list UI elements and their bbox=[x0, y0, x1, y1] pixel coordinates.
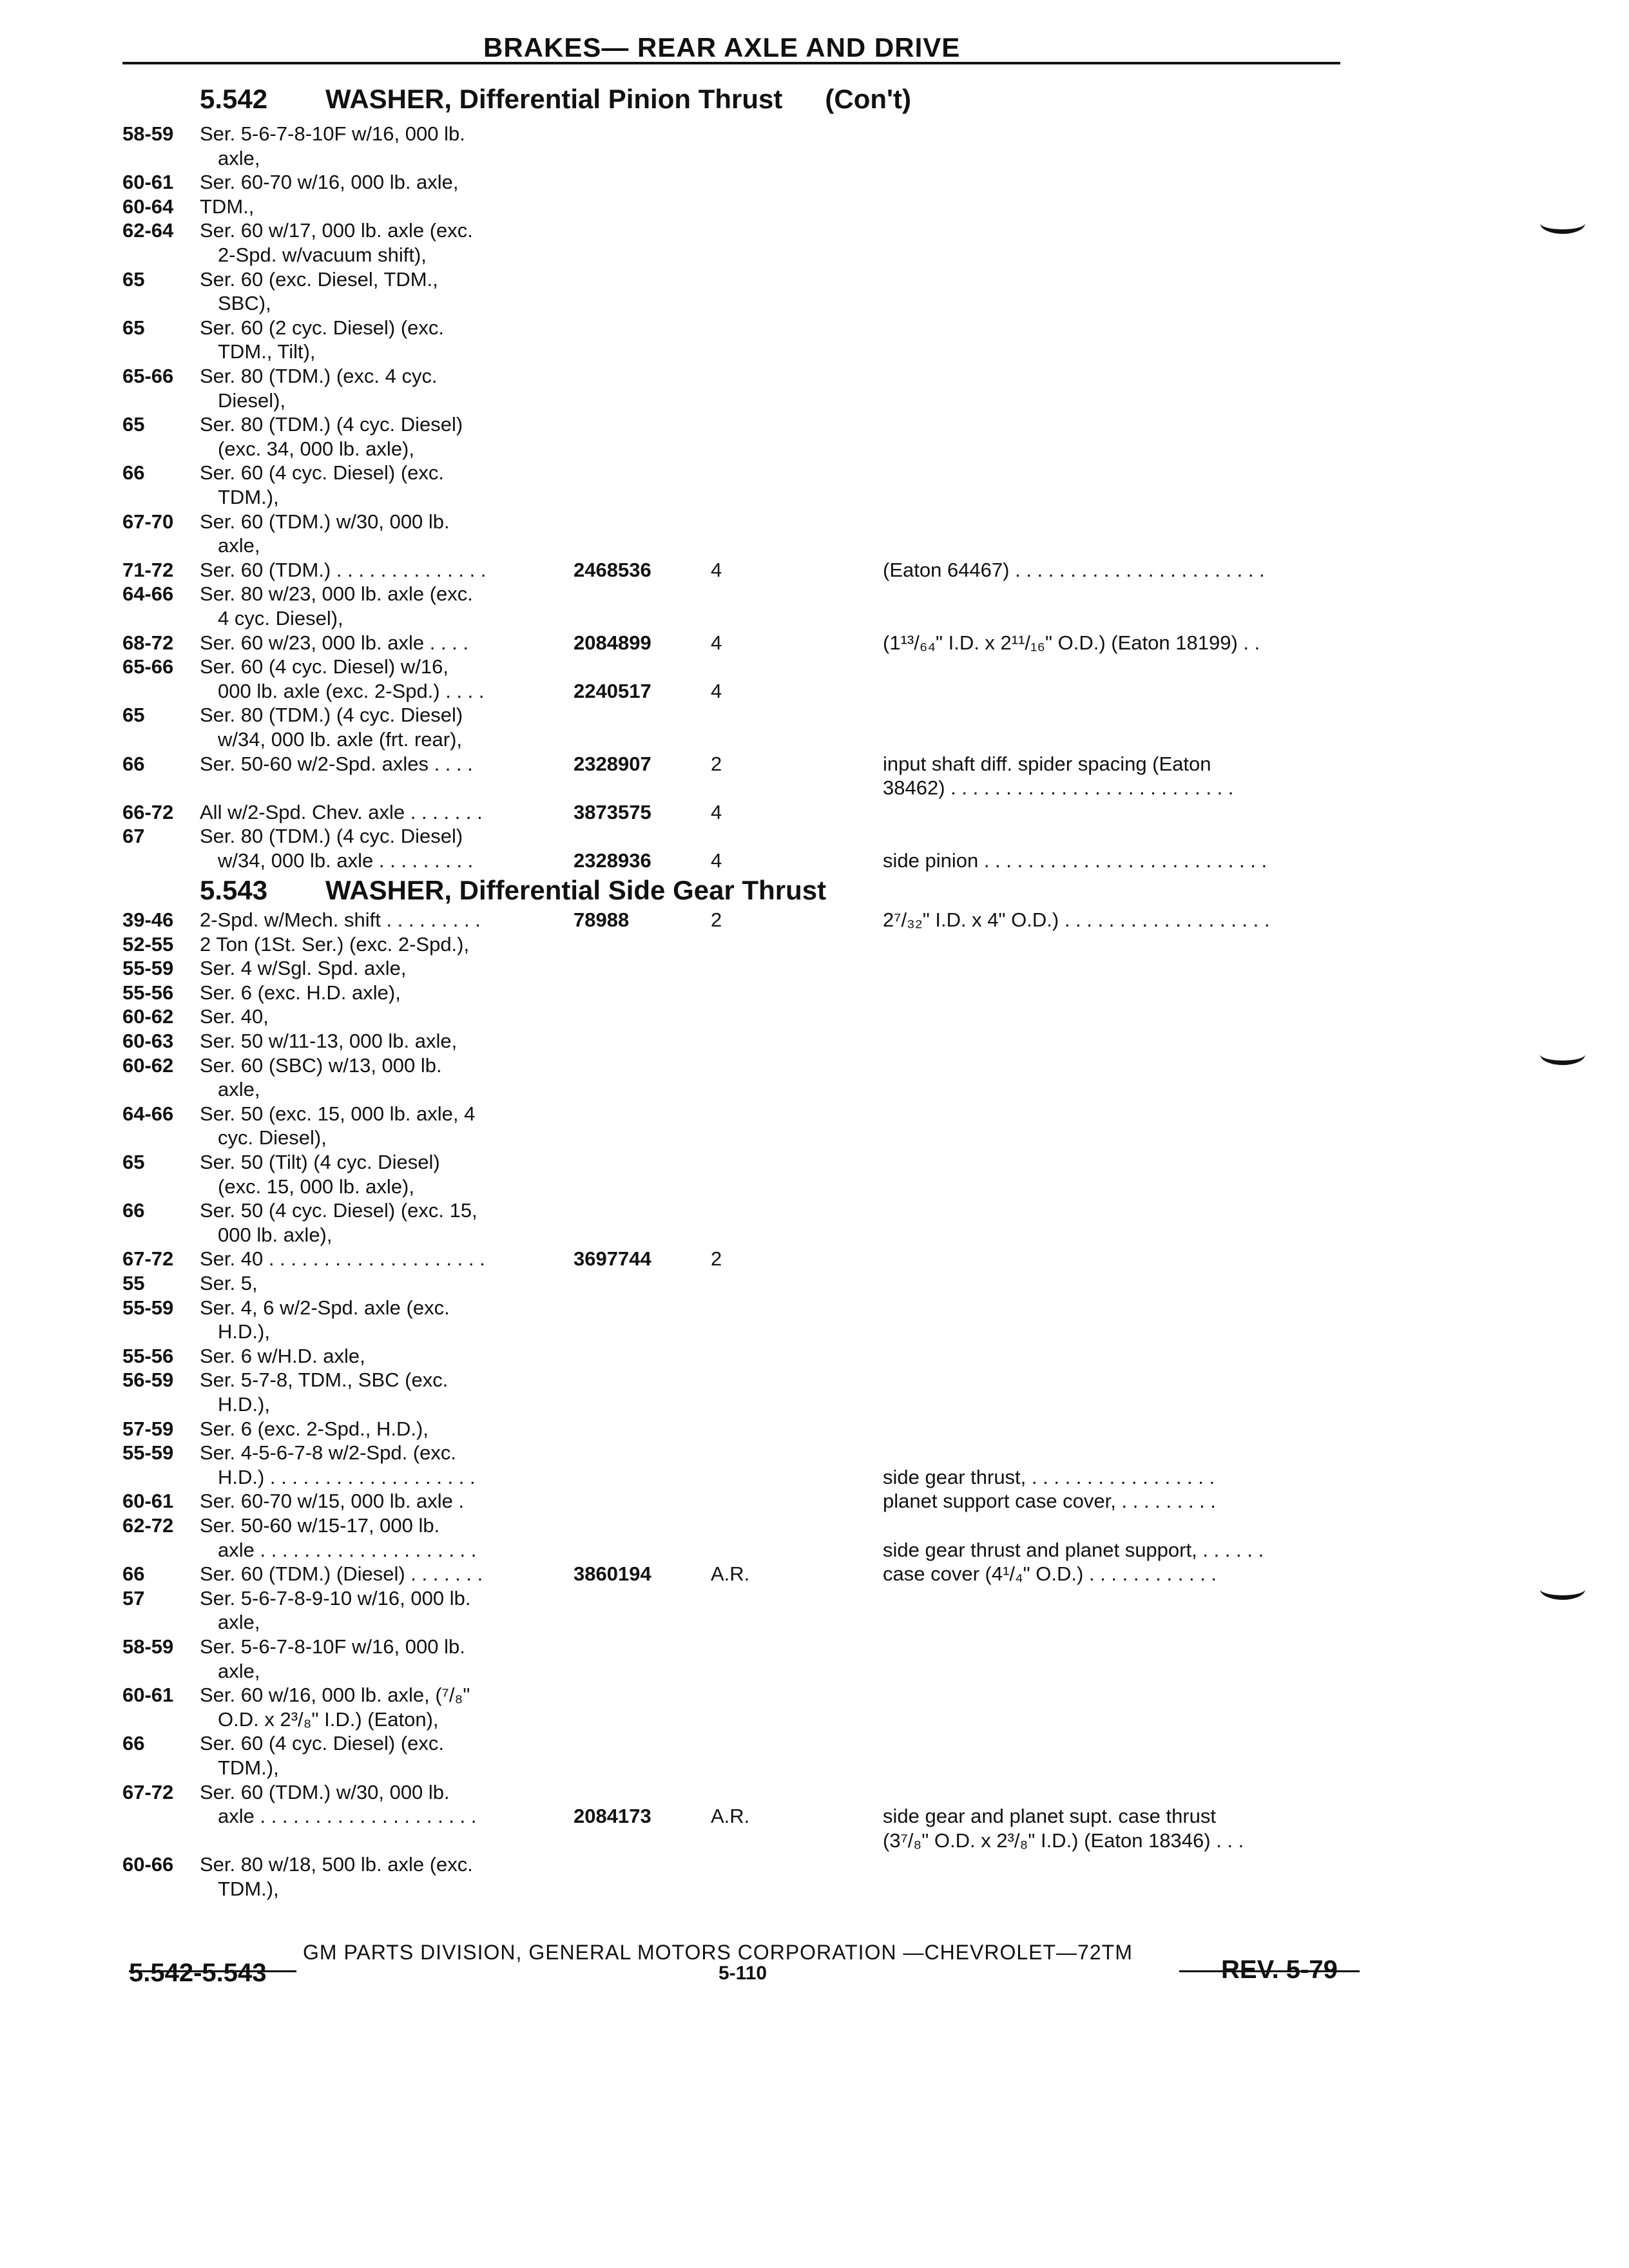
binding-mark bbox=[1540, 1044, 1585, 1065]
year-range: 60-64 bbox=[122, 195, 174, 218]
part-number: 3860194 bbox=[574, 1562, 651, 1586]
part-number: 2084173 bbox=[574, 1805, 651, 1828]
application: 000 lb. axle), bbox=[218, 1223, 333, 1246]
table-row bbox=[122, 1514, 1353, 1540]
table-row bbox=[122, 1175, 1353, 1201]
footer-page-number: 5-110 bbox=[718, 1963, 767, 1984]
table-row bbox=[122, 981, 1353, 1007]
application: Ser. 60 (4 cyc. Diesel) w/16, bbox=[200, 655, 448, 678]
application: w/34, 000 lb. axle . . . . . . . . . bbox=[218, 849, 474, 872]
application: (exc. 15, 000 lb. axle), bbox=[218, 1175, 414, 1198]
year-range: 65-66 bbox=[122, 365, 174, 387]
remarks: 38462) . . . . . . . . . . . . . . . . . . . . . . . . . . bbox=[883, 776, 1234, 800]
application: axle . . . . . . . . . . . . . . . . . . . . bbox=[218, 1805, 477, 1828]
quantity: A.R. bbox=[711, 1805, 750, 1828]
year-range: 66 bbox=[122, 1562, 145, 1586]
header-rule bbox=[122, 62, 1340, 64]
table-row bbox=[122, 1562, 1353, 1588]
application: TDM.), bbox=[218, 1878, 279, 1900]
table-row bbox=[122, 244, 1353, 269]
application: Ser. 50 (Tilt) (4 cyc. Diesel) bbox=[200, 1151, 440, 1173]
part-number: 3697744 bbox=[574, 1247, 651, 1271]
table-row bbox=[122, 957, 1353, 983]
table-row bbox=[122, 365, 1353, 390]
application: 2 Ton (1St. Ser.) (exc. 2-Spd.), bbox=[200, 932, 470, 956]
part-number: 78988 bbox=[574, 908, 630, 931]
year-range: 55-59 bbox=[122, 957, 174, 980]
year-range: 52-55 bbox=[122, 932, 174, 956]
application: Ser. 5-6-7-8-9-10 w/16, 000 lb. bbox=[200, 1586, 471, 1610]
remarks: side pinion . . . . . . . . . . . . . . . . . . . . . . . . . . bbox=[883, 849, 1268, 872]
year-range: 58-59 bbox=[122, 1635, 174, 1658]
application: TDM.), bbox=[218, 486, 279, 508]
year-range: 67-72 bbox=[122, 1780, 174, 1803]
table-row bbox=[122, 437, 1353, 463]
remarks: input shaft diff. spider spacing (Eaton bbox=[883, 752, 1211, 775]
year-range: 62-72 bbox=[122, 1514, 174, 1537]
remarks: 2⁷/₃₂" I.D. x 4" O.D.) . . . . . . . . . . . . . . . . . . . bbox=[883, 908, 1270, 931]
table-row bbox=[122, 1441, 1353, 1467]
table-row bbox=[122, 825, 1353, 850]
application: Ser. 60 (TDM.) . . . . . . . . . . . . . . bbox=[200, 558, 487, 581]
binding-mark bbox=[1540, 213, 1585, 234]
page-title: BRAKES— REAR AXLE AND DRIVE bbox=[483, 32, 961, 62]
table-row bbox=[122, 1126, 1353, 1152]
application: Ser. 40 . . . . . . . . . . . . . . . . . . . . bbox=[200, 1247, 485, 1271]
application: axle, bbox=[218, 1611, 260, 1634]
remarks: side gear thrust, . . . . . . . . . . . . . . . . . bbox=[883, 1465, 1215, 1488]
footer-corporation: GM PARTS DIVISION, GENERAL MOTORS CORPORATION —CHEVROLET—72TM bbox=[303, 1941, 1133, 1964]
year-range: 57-59 bbox=[122, 1417, 174, 1440]
table-row bbox=[122, 1732, 1353, 1758]
table-row bbox=[122, 933, 1353, 959]
table-row bbox=[122, 1151, 1353, 1177]
table-row bbox=[122, 1247, 1353, 1273]
table-row bbox=[122, 1466, 1353, 1492]
application: TDM., Tilt), bbox=[218, 340, 316, 363]
table-row bbox=[122, 1490, 1353, 1515]
quantity: 2 bbox=[711, 908, 722, 931]
year-range: 66 bbox=[122, 1199, 145, 1222]
application: axle . . . . . . . . . . . . . . . . . . . . bbox=[218, 1538, 477, 1561]
table-row bbox=[122, 1272, 1353, 1298]
table-row bbox=[122, 1781, 1353, 1807]
section-title: WASHER, Differential Pinion Thrust bbox=[325, 84, 783, 114]
application: Ser. 50 (exc. 15, 000 lb. axle, 4 bbox=[200, 1102, 476, 1125]
table-row bbox=[122, 534, 1353, 560]
table-row bbox=[122, 1102, 1353, 1128]
application: Ser. 60 (2 cyc. Diesel) (exc. bbox=[200, 316, 445, 339]
table-row bbox=[122, 171, 1353, 197]
part-number: 2084899 bbox=[574, 631, 651, 654]
table-row bbox=[122, 1345, 1353, 1370]
year-range: 60-66 bbox=[122, 1853, 174, 1876]
table-row bbox=[122, 559, 1353, 584]
remarks: planet support case cover, . . . . . . . . . bbox=[883, 1490, 1216, 1513]
table-row bbox=[122, 510, 1353, 536]
table-row bbox=[122, 1684, 1353, 1709]
year-range: 55-59 bbox=[122, 1296, 174, 1319]
application: Ser. 60 (TDM.) w/30, 000 lb. bbox=[200, 510, 450, 533]
application: H.D.), bbox=[218, 1320, 270, 1343]
year-range: 60-61 bbox=[122, 171, 174, 194]
table-row bbox=[122, 1054, 1353, 1080]
year-range: 60-63 bbox=[122, 1030, 174, 1052]
application: Ser. 80 (TDM.) (4 cyc. Diesel) bbox=[200, 825, 463, 848]
quantity: 4 bbox=[711, 679, 722, 702]
year-range: 68-72 bbox=[122, 631, 174, 654]
table-row bbox=[122, 1805, 1353, 1831]
application: Ser. 60 (4 cyc. Diesel) (exc. bbox=[200, 461, 445, 485]
application: Ser. 40, bbox=[200, 1005, 269, 1028]
application: Ser. 60-70 w/15, 000 lb. axle . bbox=[200, 1490, 465, 1513]
year-range: 67 bbox=[122, 825, 145, 848]
table-row bbox=[122, 849, 1353, 875]
application: All w/2-Spd. Chev. axle . . . . . . . bbox=[200, 800, 483, 823]
year-range: 39-46 bbox=[122, 908, 174, 931]
year-range: 55 bbox=[122, 1272, 145, 1294]
remarks: case cover (4¹/₄" O.D.) . . . . . . . . . . . . bbox=[883, 1562, 1217, 1586]
application: Ser. 80 (TDM.) (4 cyc. Diesel) bbox=[200, 704, 463, 727]
table-row bbox=[122, 1611, 1353, 1637]
table-row bbox=[122, 582, 1353, 608]
table-row bbox=[122, 1635, 1353, 1661]
application: axle, bbox=[218, 1659, 260, 1682]
year-range: 65 bbox=[122, 316, 145, 339]
table-row bbox=[122, 1078, 1353, 1104]
application: TDM., bbox=[200, 195, 255, 218]
quantity: A.R. bbox=[711, 1562, 750, 1586]
quantity: 2 bbox=[711, 1247, 722, 1271]
quantity: 4 bbox=[711, 631, 722, 654]
table-row bbox=[122, 908, 1353, 934]
application: Ser. 5, bbox=[200, 1272, 258, 1294]
table-row bbox=[122, 1418, 1353, 1443]
application: 2-Spd. w/vacuum shift), bbox=[218, 244, 427, 266]
application: Ser. 4 w/Sgl. Spd. axle, bbox=[200, 957, 407, 980]
application: Ser. 80 (TDM.) (exc. 4 cyc. bbox=[200, 365, 438, 387]
application: Ser. 5-7-8, TDM., SBC (exc. bbox=[200, 1369, 448, 1392]
part-number: 3873575 bbox=[574, 800, 651, 823]
table-row bbox=[122, 1224, 1353, 1249]
remarks: side gear and planet supt. case thrust bbox=[883, 1805, 1216, 1828]
application: SBC), bbox=[218, 292, 271, 315]
application: O.D. x 2³/₈" I.D.) (Eaton), bbox=[218, 1707, 439, 1731]
section-heading-5-543 bbox=[200, 875, 826, 906]
section-heading-5-542 bbox=[200, 84, 911, 115]
footer-revision: REV. 5-79 bbox=[1221, 1956, 1338, 1984]
year-range: 60-62 bbox=[122, 1053, 174, 1077]
table-row bbox=[122, 1539, 1353, 1564]
table-row bbox=[122, 1320, 1353, 1346]
application: Ser. 5-6-7-8-10F w/16, 000 lb. bbox=[200, 1635, 465, 1658]
table-row bbox=[122, 292, 1353, 318]
year-range: 64-66 bbox=[122, 1102, 174, 1125]
section-number: 5.542 bbox=[200, 84, 268, 114]
table-row bbox=[122, 704, 1353, 729]
section-title: WASHER, Differential Side Gear Thrust bbox=[325, 875, 827, 905]
table-row bbox=[122, 1369, 1353, 1394]
application: Ser. 6 w/H.D. axle, bbox=[200, 1344, 365, 1367]
year-range: 66 bbox=[122, 461, 145, 485]
application: Ser. 6 (exc. 2-Spd., H.D.), bbox=[200, 1417, 429, 1440]
application: Ser. 60 w/17, 000 lb. axle (exc. bbox=[200, 219, 473, 242]
remarks: side gear thrust and planet support, . . . . . . bbox=[883, 1538, 1264, 1561]
application: Ser. 60 (TDM.) w/30, 000 lb. bbox=[200, 1780, 450, 1803]
year-range: 64-66 bbox=[122, 582, 174, 606]
table-row bbox=[122, 195, 1353, 221]
table-row bbox=[122, 1296, 1353, 1322]
part-number: 2468536 bbox=[574, 558, 651, 581]
table-row bbox=[122, 1393, 1353, 1419]
part-number: 2328907 bbox=[574, 752, 651, 775]
year-range: 65 bbox=[122, 413, 145, 436]
year-range: 60-62 bbox=[122, 1005, 174, 1028]
application: Ser. 6 (exc. H.D. axle), bbox=[200, 981, 401, 1004]
application: Ser. 60 (SBC) w/13, 000 lb. bbox=[200, 1053, 442, 1077]
table-row bbox=[122, 461, 1353, 487]
quantity: 4 bbox=[711, 558, 722, 581]
table-row bbox=[122, 1853, 1353, 1879]
application: Ser. 4-5-6-7-8 w/2-Spd. (exc. bbox=[200, 1441, 456, 1465]
table-row bbox=[122, 1660, 1353, 1686]
table-row bbox=[122, 1199, 1353, 1225]
quantity: 2 bbox=[711, 752, 722, 775]
year-range: 65 bbox=[122, 704, 145, 727]
table-row bbox=[122, 1756, 1353, 1782]
year-range: 71-72 bbox=[122, 558, 174, 581]
application: H.D.) . . . . . . . . . . . . . . . . . . . bbox=[218, 1465, 476, 1488]
table-row bbox=[122, 1030, 1353, 1055]
application: 2-Spd. w/Mech. shift . . . . . . . . . bbox=[200, 908, 481, 931]
year-range: 65 bbox=[122, 1151, 145, 1173]
year-range: 66 bbox=[122, 752, 145, 775]
remarks: (3⁷/₈" O.D. x 2³/₈" I.D.) (Eaton 18346) . . . bbox=[883, 1829, 1244, 1852]
quantity: 4 bbox=[711, 849, 722, 872]
application: axle, bbox=[218, 534, 260, 557]
table-row bbox=[122, 268, 1353, 294]
application: (exc. 34, 000 lb. axle), bbox=[218, 437, 414, 460]
application: Ser. 50 (4 cyc. Diesel) (exc. 15, bbox=[200, 1199, 477, 1222]
table-row bbox=[122, 1829, 1353, 1855]
application: Ser. 50 w/11-13, 000 lb. axle, bbox=[200, 1030, 458, 1052]
table-row bbox=[122, 1708, 1353, 1734]
table-row bbox=[122, 728, 1353, 754]
year-range: 65 bbox=[122, 267, 145, 291]
application: 4 cyc. Diesel), bbox=[218, 607, 343, 629]
application: Ser. 60 (4 cyc. Diesel) (exc. bbox=[200, 1732, 445, 1755]
table-row bbox=[122, 316, 1353, 342]
year-range: 55-56 bbox=[122, 1344, 174, 1367]
year-range: 65-66 bbox=[122, 655, 174, 678]
table-row bbox=[122, 801, 1353, 827]
section-continued-label: (Con't) bbox=[825, 84, 911, 114]
year-range: 66-72 bbox=[122, 800, 174, 823]
application: Ser. 80 (TDM.) (4 cyc. Diesel) bbox=[200, 413, 463, 436]
application: Ser. 60 (TDM.) (Diesel) . . . . . . . bbox=[200, 1562, 483, 1586]
footer-section-range: 5.542-5.543 bbox=[129, 1959, 267, 1987]
remarks: (1¹³/₆₄" I.D. x 2¹¹/₁₆" O.D.) (Eaton 18199) . . bbox=[883, 631, 1260, 654]
application: cyc. Diesel), bbox=[218, 1126, 327, 1149]
year-range: 58-59 bbox=[122, 122, 174, 145]
application: Ser. 60 w/23, 000 lb. axle . . . . bbox=[200, 631, 469, 654]
application: axle, bbox=[218, 146, 260, 169]
table-row bbox=[122, 655, 1353, 681]
year-range: 66 bbox=[122, 1732, 145, 1755]
table-row bbox=[122, 219, 1353, 245]
quantity: 4 bbox=[711, 800, 722, 823]
table-row bbox=[122, 122, 1353, 148]
application: Ser. 60 w/16, 000 lb. axle, (⁷/₈" bbox=[200, 1684, 470, 1707]
table-row bbox=[122, 413, 1353, 439]
application: Ser. 60-70 w/16, 000 lb. axle, bbox=[200, 171, 459, 194]
application: Diesel), bbox=[218, 389, 286, 412]
part-number: 2328936 bbox=[574, 849, 651, 872]
year-range: 62-64 bbox=[122, 219, 174, 242]
part-number: 2240517 bbox=[574, 679, 651, 702]
application: Ser. 50-60 w/2-Spd. axles . . . . bbox=[200, 752, 473, 775]
application: TDM.), bbox=[218, 1756, 279, 1779]
year-range: 55-56 bbox=[122, 981, 174, 1004]
table-row bbox=[122, 753, 1353, 778]
year-range: 57 bbox=[122, 1586, 145, 1610]
table-row bbox=[122, 486, 1353, 512]
remarks: (Eaton 64467) . . . . . . . . . . . . . . . . . . . . . . . bbox=[883, 558, 1265, 581]
table-row bbox=[122, 1878, 1353, 1903]
year-range: 55-59 bbox=[122, 1441, 174, 1465]
table-row bbox=[122, 607, 1353, 633]
year-range: 67-70 bbox=[122, 510, 174, 533]
table-row bbox=[122, 340, 1353, 366]
application: 000 lb. axle (exc. 2-Spd.) . . . . bbox=[218, 679, 485, 702]
application: Ser. 5-6-7-8-10F w/16, 000 lb. bbox=[200, 122, 465, 145]
application: w/34, 000 lb. axle (frt. rear), bbox=[218, 728, 463, 751]
table-row bbox=[122, 1587, 1353, 1613]
binding-mark bbox=[1540, 1579, 1585, 1600]
table-row bbox=[122, 631, 1353, 657]
application: H.D.), bbox=[218, 1393, 270, 1416]
year-range: 56-59 bbox=[122, 1369, 174, 1392]
year-range: 60-61 bbox=[122, 1684, 174, 1707]
application: Ser. 60 (exc. Diesel, TDM., bbox=[200, 267, 438, 291]
application: axle, bbox=[218, 1078, 260, 1101]
year-range: 67-72 bbox=[122, 1247, 174, 1271]
table-row bbox=[122, 776, 1353, 802]
table-row bbox=[122, 389, 1353, 415]
application: Ser. 4, 6 w/2-Spd. axle (exc. bbox=[200, 1296, 450, 1319]
year-range: 60-61 bbox=[122, 1490, 174, 1513]
table-row bbox=[122, 1005, 1353, 1031]
application: Ser. 80 w/18, 500 lb. axle (exc. bbox=[200, 1853, 473, 1876]
table-row bbox=[122, 147, 1353, 173]
application: Ser. 80 w/23, 000 lb. axle (exc. bbox=[200, 582, 473, 606]
table-row bbox=[122, 680, 1353, 706]
application: Ser. 50-60 w/15-17, 000 lb. bbox=[200, 1514, 440, 1537]
section-number: 5.543 bbox=[200, 875, 268, 905]
